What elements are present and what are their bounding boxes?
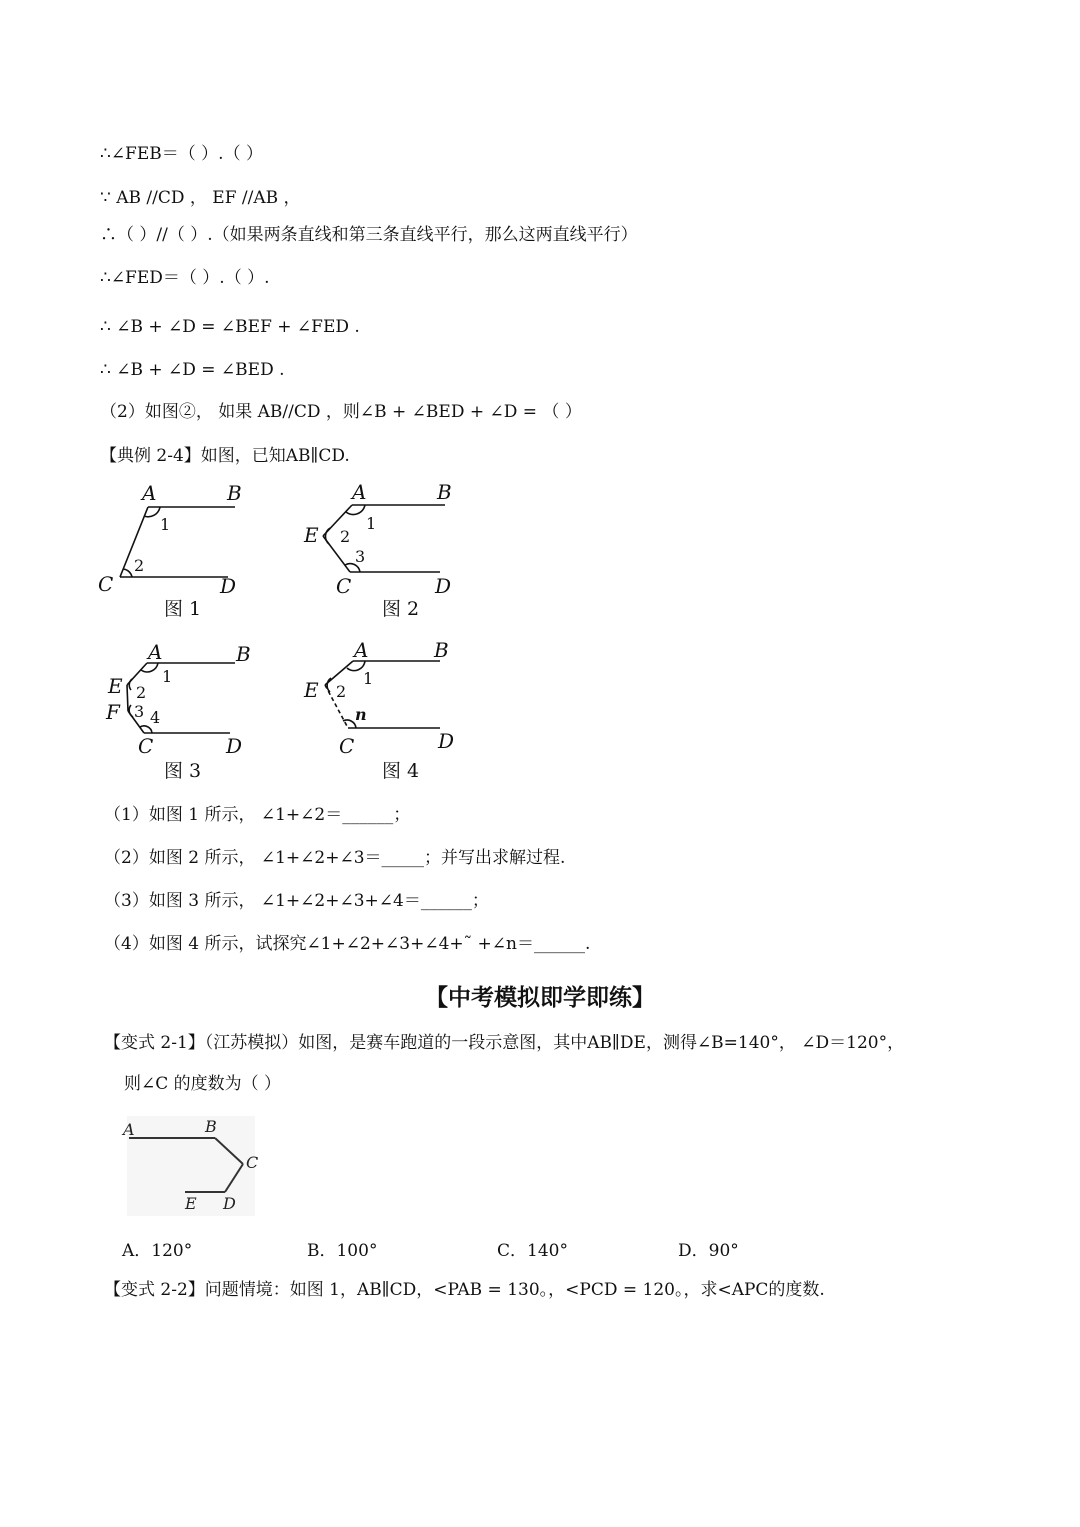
fig3-angle-4: 4 [150, 708, 161, 727]
fig4-label-B: B [434, 638, 449, 662]
proof-line-5: ∴ ∠B + ∠D = ∠BEF + ∠FED . [100, 317, 360, 337]
fig1-angle-1: 1 [160, 515, 171, 534]
fig2-label-E: E [304, 523, 319, 547]
track-label-E: E [185, 1194, 197, 1213]
choice-c[interactable]: C．140° [497, 1241, 568, 1261]
fig4-angle-n: n [355, 705, 367, 724]
variant-1-text: （江苏模拟）如图，是赛车跑道的一段示意图，其中AB∥DE，测得∠B=140°， ∠D＝120°， [204, 1033, 905, 1053]
example-text: 如图，已知AB∥CD. [200, 446, 350, 466]
example-question-2: （2）如图 2 所示， ∠1+∠2+∠3＝_____；并写出求解过程. [104, 848, 566, 868]
example-tag: 【典例 2-4】 [100, 446, 201, 466]
fig3-label-E: E [108, 674, 123, 698]
track-label-C: C [246, 1153, 259, 1172]
fig4-label-C: C [339, 734, 355, 758]
fig1-caption: 图 1 [164, 598, 202, 620]
fig1-label-B: B [227, 481, 242, 505]
fig2-label-C: C [336, 574, 352, 598]
variant-2-text: 问题情境：如图 1，AB∥CD，<PAB = 130。，<PCD = 120。，求<APC的度数. [204, 1280, 825, 1300]
fig1-label-C: C [98, 572, 114, 596]
track-label-D: D [223, 1194, 236, 1213]
proof-line-2: ∵ AB //CD ， EF //AB ， [100, 188, 301, 208]
proof-line-1: ∴∠FEB＝（ ）.（ ） [100, 144, 263, 164]
example-question-3: （3）如图 3 所示， ∠1+∠2+∠3+∠4＝______； [104, 891, 489, 911]
choice-a[interactable]: A．120° [122, 1241, 193, 1261]
fig4-angle-1: 1 [363, 669, 374, 688]
fig2-angle-3: 3 [355, 547, 366, 566]
fig1-angle-2: 2 [134, 556, 145, 575]
fig4-label-A: A [354, 638, 369, 662]
variant-1-text-2: 则∠C 的度数为（ ） [124, 1074, 282, 1094]
fig2-label-D: D [435, 574, 452, 598]
fig3-label-B: B [236, 642, 251, 666]
race-track-figure [115, 1110, 275, 1220]
fig3-angle-2: 2 [136, 683, 147, 702]
fig2-angle-2: 2 [340, 527, 351, 546]
fig4-label-E: E [304, 678, 319, 702]
fig3-caption: 图 3 [164, 760, 202, 782]
example-question-4: （4）如图 4 所示，试探究∠1+∠2+∠3+∠4+˜ +∠n＝______. [104, 934, 591, 954]
variant-2-title [104, 1278, 825, 1302]
proof-line-4: ∴∠FED＝（ ）.（ ）. [100, 268, 270, 288]
fig3-label-F: F [106, 700, 120, 724]
example-title [100, 444, 350, 468]
choice-b[interactable]: B．100° [307, 1241, 378, 1261]
example-question-1: （1）如图 1 所示， ∠1+∠2＝______； [104, 805, 411, 825]
fig2-caption: 图 2 [382, 598, 420, 620]
fig3-angle-3: 3 [134, 702, 145, 721]
fig2-label-A: A [352, 480, 367, 504]
variant-1-tag: 【变式 2-1】 [104, 1033, 205, 1053]
fig1-label-D: D [220, 574, 237, 598]
fig4-caption: 图 4 [382, 760, 420, 782]
track-label-A: A [123, 1120, 135, 1139]
variant-2-tag: 【变式 2-2】 [104, 1280, 205, 1300]
fig3-angle-1: 1 [162, 667, 173, 686]
fig3-label-D: D [226, 734, 243, 758]
proof-line-7: （2）如图②， 如果 AB//CD ，则∠B + ∠BED + ∠D = （ ） [100, 402, 582, 422]
fig2-label-B: B [437, 480, 452, 504]
example-figures [90, 475, 490, 795]
fig2-angle-1: 1 [366, 514, 377, 533]
proof-line-6: ∴ ∠B + ∠D = ∠BED . [100, 360, 285, 380]
fig4-label-D: D [438, 729, 455, 753]
track-label-B: B [205, 1117, 217, 1136]
choice-d[interactable]: D．90° [678, 1241, 739, 1261]
proof-line-3: ∴（ ）//（ ）.（如果两条直线和第三条直线平行，那么这两直线平行） [100, 225, 638, 245]
variant-1-title [104, 1031, 904, 1055]
fig3-label-C: C [138, 734, 154, 758]
fig1-label-A: A [142, 481, 157, 505]
fig4-angle-2: 2 [336, 682, 347, 701]
section-heading: 【中考模拟即学即练】 [425, 985, 655, 1011]
fig3-label-A: A [148, 640, 163, 664]
